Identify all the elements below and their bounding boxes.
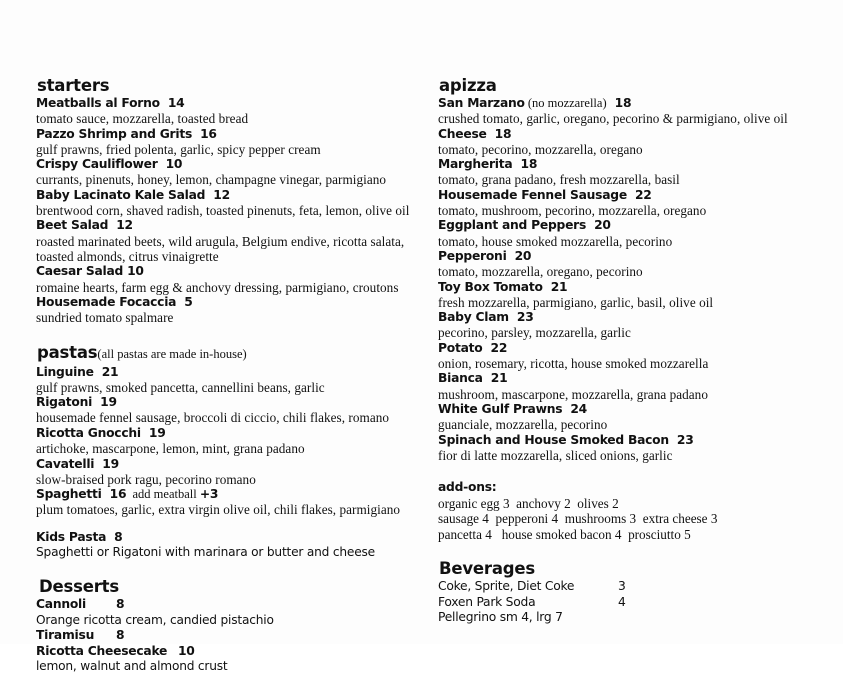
- menu-item-baby-lacinato-kale-salad: [36, 188, 418, 219]
- menu-item-spinach-and-house-smoked-bacon: [438, 433, 828, 464]
- menu-item-bianca: [438, 371, 828, 402]
- menu-item-spaghetti: [36, 487, 418, 518]
- menu-item-name: Housemade Focaccia 5: [36, 295, 193, 310]
- menu-item-description: tomato, pecorino, mozzarella, oregano: [438, 141, 643, 157]
- menu-item-description: tomato, mushroom, pecorino, mozzarella, oregano: [438, 203, 707, 219]
- menu-item-description: plum tomatoes, garlic, extra virgin olive oil, chili flakes, parmigiano: [36, 502, 401, 518]
- menu-item-name: Pazzo Shrimp and Grits 16: [36, 126, 217, 141]
- menu-item-name-text: Spaghetti 16: [36, 487, 127, 502]
- right-column: [438, 76, 828, 626]
- menu-item-price: 18: [606, 96, 632, 110]
- menu-item-price: 10: [178, 643, 195, 658]
- menu-item-description: Orange ricotta cream, candied pistachio: [36, 612, 274, 627]
- menu-item-name: Kids Pasta 8: [36, 529, 123, 544]
- menu-item-description: gulf prawns, fried polenta, garlic, spicy pepper cream: [36, 141, 321, 157]
- section-heading-apizza-label: apizza: [439, 76, 497, 95]
- menu-item-name-text: Ricotta Cheesecake: [36, 643, 168, 658]
- menu-item-meatballs-al-forno: [36, 96, 418, 127]
- menu-item-price: 8: [116, 628, 125, 643]
- menu-item-name: [438, 96, 828, 111]
- menu-item-description: roasted marinated beets, wild arugula, Belgium endive, ricotta salata, toasted almonds, citrus vinaigrette: [36, 233, 405, 265]
- section-heading-beverages-label: Beverages: [439, 559, 536, 579]
- menu-item-name: Rigatoni 19: [36, 395, 117, 410]
- menu-item-tiramisu: [36, 628, 418, 643]
- section-heading-apizza: [439, 76, 828, 95]
- addons-heading: add-ons:: [438, 480, 497, 495]
- menu-item-cheese: [438, 127, 828, 158]
- menu-item-description: tomato sauce, mozzarella, toasted bread: [36, 111, 249, 127]
- section-spacer: [438, 463, 828, 480]
- menu-item-description: tomato, grana padano, fresh mozzarella, basil: [438, 172, 680, 188]
- menu-item-name: [36, 597, 418, 612]
- menu-item-pazzo-shrimp-and-grits: [36, 127, 418, 158]
- menu-item-ricotta-gnocchi: [36, 426, 418, 457]
- menu-item-caesar-salad: [36, 264, 418, 295]
- menu-item-name: Margherita 18: [438, 157, 538, 172]
- menu-item-baby-clam: [438, 310, 828, 341]
- left-column: [36, 76, 418, 674]
- menu-item-eggplant-and-peppers: [438, 218, 828, 249]
- menu-item-description: fior di latte mozzarella, sliced onions, garlic: [438, 447, 673, 463]
- menu-item-name: [36, 644, 418, 659]
- menu-item-cannoli: [36, 597, 418, 628]
- menu-item-san-marzano: [438, 96, 828, 127]
- menu-item-description: fresh mozzarella, parmigiano, garlic, basil, olive oil: [438, 294, 714, 310]
- menu-item-description: tomato, mozzarella, oregano, pecorino: [438, 264, 643, 280]
- menu-item-crispy-cauliflower: [36, 157, 418, 188]
- section-heading-desserts-label: Desserts: [39, 577, 119, 597]
- menu-item-description: onion, rosemary, ricotta, house smoked mozzarella: [438, 356, 709, 372]
- menu-item-name: Bianca 21: [438, 371, 508, 386]
- menu-item-description: sundried tomato spalmare: [36, 310, 174, 326]
- menu-item-white-gulf-prawns: [438, 402, 828, 433]
- menu-item-housemade-focaccia: [36, 295, 418, 326]
- section-heading-pastas-note: (all pastas are made in-house): [97, 346, 247, 361]
- addons-line: sausage 4 pepperoni 4 mushrooms 3 extra cheese 3: [438, 511, 718, 527]
- menu-item-description: guanciale, mozzarella, pecorino: [438, 417, 608, 433]
- menu-item-note: (no mozzarella): [524, 96, 607, 110]
- menu-item-name: Eggplant and Peppers 20: [438, 218, 611, 233]
- beverage-item-coke: [438, 579, 828, 594]
- menu-item-description: currants, pinenuts, honey, lemon, champagne vinegar, parmigiano: [36, 172, 387, 188]
- section-heading-desserts: [39, 577, 418, 596]
- menu-item-description: pecorino, parsley, mozzarella, garlic: [438, 325, 631, 341]
- menu-item-name: Ricotta Gnocchi 19: [36, 425, 166, 440]
- menu-item-beet-salad: [36, 218, 418, 264]
- menu-item-name: Housemade Fennel Sausage 22: [438, 187, 652, 202]
- section-heading-pastas-label: pastas: [37, 342, 98, 362]
- menu-item-potato: [438, 341, 828, 372]
- beverage-item-foxen-park-soda: [438, 595, 828, 610]
- menu-item-description: brentwood corn, shaved radish, toasted pinenuts, feta, lemon, olive oil: [36, 203, 410, 219]
- menu-item-name-text: San Marzano: [438, 96, 525, 110]
- menu-item-description: slow-braised pork ragu, pecorino romano: [36, 471, 256, 487]
- menu-item-description: housemade fennel sausage, broccoli di ciccio, chili flakes, romano: [36, 410, 390, 426]
- menu-item-rigatoni: [36, 395, 418, 426]
- menu-item-name: Linguine 21: [36, 364, 119, 379]
- menu-item-name: Pepperoni 20: [438, 249, 532, 264]
- menu-item-name: Baby Lacinato Kale Salad 12: [36, 187, 230, 202]
- section-spacer: [36, 560, 418, 577]
- menu-item-name: [36, 628, 418, 643]
- menu-item-name: White Gulf Prawns 24: [438, 402, 587, 417]
- menu-item-name: Caesar Salad 10: [36, 264, 144, 279]
- menu-item-name: Cavatelli 19: [36, 456, 119, 471]
- menu-item-name: Baby Clam 23: [438, 310, 534, 325]
- menu-item-description: crushed tomato, garlic, oregano, pecorino & parmigiano, olive oil: [438, 111, 788, 127]
- menu-item-linguine: [36, 365, 418, 396]
- menu-item-description: mushroom, mascarpone, mozzarella, grana padano: [438, 386, 708, 402]
- addons-line: organic egg 3 anchovy 2 olives 2: [438, 495, 619, 511]
- menu-item-price: 8: [116, 597, 125, 612]
- beverage-item-name: Foxen Park Soda: [438, 594, 536, 609]
- menu-item-name: Toy Box Tomato 21: [438, 279, 568, 294]
- menu-item-kids-pasta: [36, 530, 418, 561]
- menu-item-name: [36, 487, 418, 502]
- beverage-item-name: Coke, Sprite, Diet Coke: [438, 579, 575, 594]
- menu-item-name: Spinach and House Smoked Bacon 23: [438, 432, 694, 447]
- menu-item-description: romaine hearts, farm egg & anchovy dressing, parmigiano, croutons: [36, 279, 399, 295]
- section-spacer: [36, 326, 418, 343]
- section-heading-starters: [37, 76, 418, 95]
- menu-item-name: Beet Salad 12: [36, 218, 133, 233]
- menu-item-description: gulf prawns, smoked pancetta, cannellini beans, garlic: [36, 379, 325, 395]
- menu-item-name: Meatballs al Forno 14: [36, 96, 185, 110]
- section-heading-pastas: [37, 343, 418, 364]
- menu-item-name-text: Tiramisu: [36, 628, 95, 643]
- menu-item-description: tomato, house smoked mozzarella, pecorino: [438, 233, 673, 249]
- addons-line: pancetta 4 house smoked bacon 4 prosciutto 5: [438, 526, 691, 542]
- menu-item-ricotta-cheesecake: [36, 644, 418, 674]
- menu-item-description: Spaghetti or Rigatoni with marinara or butter and cheese: [36, 544, 375, 559]
- menu-item-margherita: [438, 157, 828, 188]
- menu-item-cavatelli: [36, 457, 418, 488]
- beverage-item-pellegrino: [438, 610, 828, 625]
- section-spacer: [438, 542, 828, 559]
- menu-item-toy-box-tomato: [438, 280, 828, 311]
- section-heading-beverages: [439, 559, 828, 578]
- menu-item-description: lemon, walnut and almond crust: [36, 658, 228, 673]
- section-spacer: [36, 518, 418, 530]
- menu-item-addon-price: +3: [199, 487, 219, 502]
- menu-item-description: artichoke, mascarpone, lemon, mint, grana padano: [36, 441, 305, 457]
- menu-item-name: Crispy Cauliflower 10: [36, 157, 183, 172]
- menu-item-pepperoni: [438, 249, 828, 280]
- menu-item-name: Cheese 18: [438, 126, 512, 141]
- menu-item-housemade-fennel-sausage: [438, 188, 828, 219]
- menu-item-addon-label: add meatball: [132, 487, 200, 502]
- beverage-item-price: 4: [618, 594, 626, 609]
- section-heading-starters-label: starters: [37, 76, 110, 95]
- menu-item-name-text: Cannoli: [36, 597, 86, 612]
- beverage-item-price: 3: [618, 579, 626, 594]
- beverage-item-name: Pellegrino sm 4, lrg 7: [438, 610, 563, 625]
- menu-item-name: Potato 22: [438, 340, 508, 355]
